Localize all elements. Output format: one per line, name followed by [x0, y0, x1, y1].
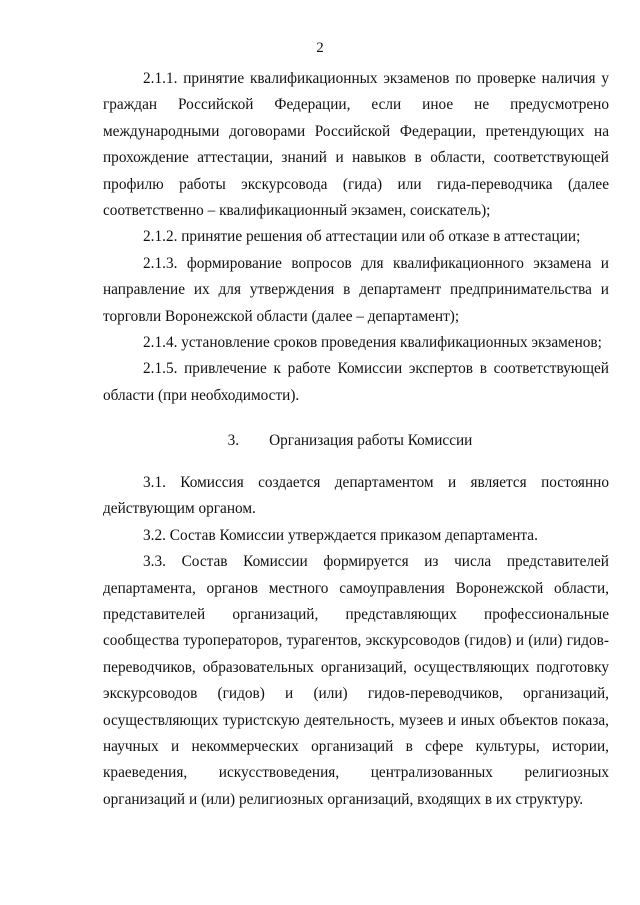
paragraph-3-2: 3.2. Состав Комиссии утверждается приказом департамента.: [143, 526, 538, 544]
paragraph-3-3: 3.3. Состав Комиссии формируется из числа представителей департамента, органов местного самоуправления Воронежской области, представителей организаций, представляющих профессиональные сообщества туроператоров, турагентов, экскурсоводов (гидов) и (или) гидов-переводчиков, образовательных организаций, осуществляющих подготовку экскурсоводов (гидов) и (или) гидов-переводчиков, организаций, осуществляющих туристскую деятельность, музеев и иных объектов показа, научных и некоммерческих организаций в сфере культуры, истории, краеведения, искусствоведения, централизованных религиозных организаций и (или) религиозных организаций, входящих в их структуру.: [103, 553, 609, 808]
section-3-number: 3.: [227, 432, 240, 449]
paragraph-2-1-4: 2.1.4. установление сроков проведения квалификационных экзаменов;: [143, 334, 602, 352]
paragraph-2-1-3: 2.1.3. формирование вопросов для квалификационного экзамена и направление их для утверждения в департамент предпринимательства и торговли Воронежской области (далее – департамент);: [103, 254, 609, 325]
paragraph-2-1-1: 2.1.1. принятие квалификационных экзаменов по проверке наличия у граждан Российской Федерации, если иное не предусмотрено международными договорами Российской Федерации, претендующих на прохождение аттестации, знаний и навыков в области, соответствующей профилю работы экскурсовода (гида) или гида-переводчика (далее соответственно – квалификационный экзамен, соискатель);: [103, 70, 609, 220]
section-3-items: [103, 470, 609, 813]
section-2-items: [103, 66, 609, 409]
section-3-title: Организация работы Комиссии: [269, 432, 473, 449]
paragraph-3-1: 3.1. Комиссия создается департаментом и является постоянно действующим органом.: [103, 474, 609, 518]
page-number: 2: [316, 40, 324, 56]
section-3-heading: [0, 428, 640, 454]
paragraph-2-1-2: 2.1.2. принятие решения об аттестации или об отказе в аттестации;: [143, 228, 581, 246]
paragraph-2-1-5: 2.1.5. привлечение к работе Комиссии экспертов в соответствующей области (при необходимости).: [103, 360, 609, 404]
